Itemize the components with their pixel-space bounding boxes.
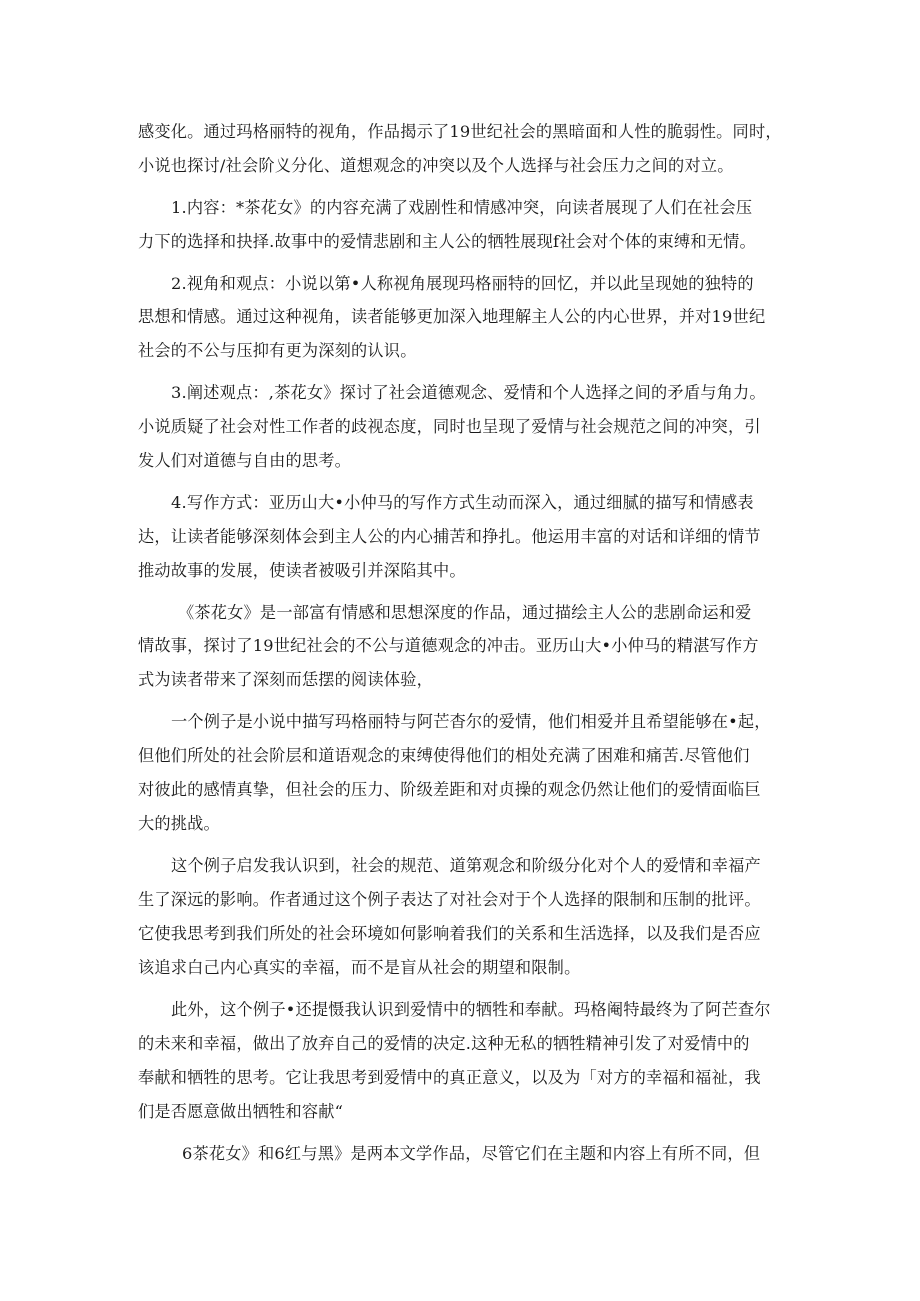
text-line: 感变化。通过玛格丽特的视角，作品揭示了19世纪社会的黑暗面和人性的脆弱性。同时， — [138, 122, 782, 141]
text-line: 力下的选择和抉择.故事中的爱情悲剧和主人公的牺牲展现f社会对个体的束缚和无情。 — [138, 232, 756, 251]
text-line: 4.写作方式：亚历山大•小仲马的写作方式生动而深入，通过细腻的描写和情感表 — [171, 493, 754, 512]
text-line: 生了深远的影响。作者通过这个例子表达了对社会对于个人选择的限制和压制的批评。 — [138, 890, 761, 909]
text-line: 情故事，探讨了19世纪社会的不公与道德观念的冲击。亚历山大•小仲马的精湛写作方 — [138, 636, 759, 655]
text-line: 小说质疑了社会对性工作者的歧视态度，同时也呈现了爱情与社会规范之间的冲突，引 — [138, 417, 761, 436]
text-line: 一个例子是小说中描写玛格丽特与阿芒杳尔的爱情，他们相爱并且希望能够在•起， — [171, 712, 771, 731]
text-line: 发人们对道德与自由的思考。 — [138, 451, 352, 470]
text-line: 小说也探讨/社会阶义分化、道想观念的冲突以及个人选择与社会压力之间的对立。 — [138, 156, 734, 175]
text-line: 2.视角和观点：小说以第•人称视角展现玛格丽特的回忆，并以此呈现她的独特的 — [171, 274, 754, 293]
text-line: 奉献和牺牲的思考。它让我思考到爱情中的真正意义，以及为「对方的幸福和福祉，我 — [138, 1068, 761, 1087]
text-line: 推动故事的发展，使读者被吸引并深陷其中。 — [138, 561, 466, 580]
text-line: 社会的不公与压抑有更为深刻的认识。 — [138, 341, 417, 360]
text-line: 该追求白己内心真实的幸福，而不是盲从社会的期望和限制。 — [138, 958, 581, 977]
text-line: 的未来和幸福，做出了放弃自己的爱情的决定.这种无私的牺牲精神引发了对爱情中的 — [138, 1034, 750, 1053]
text-line: 对彼此的感情真挚，但社会的压力、阶级差距和对贞操的观念仍然让他们的爱情面临巨 — [138, 780, 761, 799]
text-line: 们是否愿意做出牺牲和容献“ — [138, 1102, 344, 1121]
text-line: 此外，这个例子•还提慑我认识到爱情中的牺牲和奉献。玛格阉特最终为了阿芒查尔 — [171, 1000, 771, 1019]
text-line: 1.内容：*茶花女》的内容充满了戏剧性和情感冲突，向读者展现了人们在社会压 — [171, 198, 753, 217]
text-line: 达，让读者能够深刻体会到主人公的内心捕苦和挣扎。他运用丰富的对话和详细的情节 — [138, 527, 761, 546]
text-line: 式为读者带来了深刻而恁摆的阅读体验， — [138, 670, 433, 689]
text-line: 3.阐述观点：,茶花女》探讨了社会道德观念、爱情和个人选择之间的矛盾与角力。 — [171, 383, 766, 402]
text-line: 6茶花女》和6红与黑》是两本文学作品，尽管它们在主题和内容上有所不同，但 — [182, 1144, 761, 1163]
text-line: 思想和情感。通过这种视角，读者能够更加深入地理解主人公的内心世界，并对19世纪 — [138, 307, 766, 326]
text-line: 它使我思考到我们所处的社会环境如何影响着我们的关系和生活选择，以及我们是否应 — [138, 924, 761, 943]
text-line: 《茶花女》是一部富有情感和思想深度的作品，通过描绘主人公的悲剧命运和爱 — [178, 603, 752, 622]
text-line: 但他们所处的社会阶层和道语观念的束缚使得他们的相处充满了困难和痛苦.尽管他们 — [138, 746, 750, 765]
text-line: 这个例子启发我认识到，社会的规范、道第观念和阶级分化对个人的爱情和幸福产 — [171, 856, 761, 875]
text-line: 大的挑战。 — [138, 814, 220, 833]
